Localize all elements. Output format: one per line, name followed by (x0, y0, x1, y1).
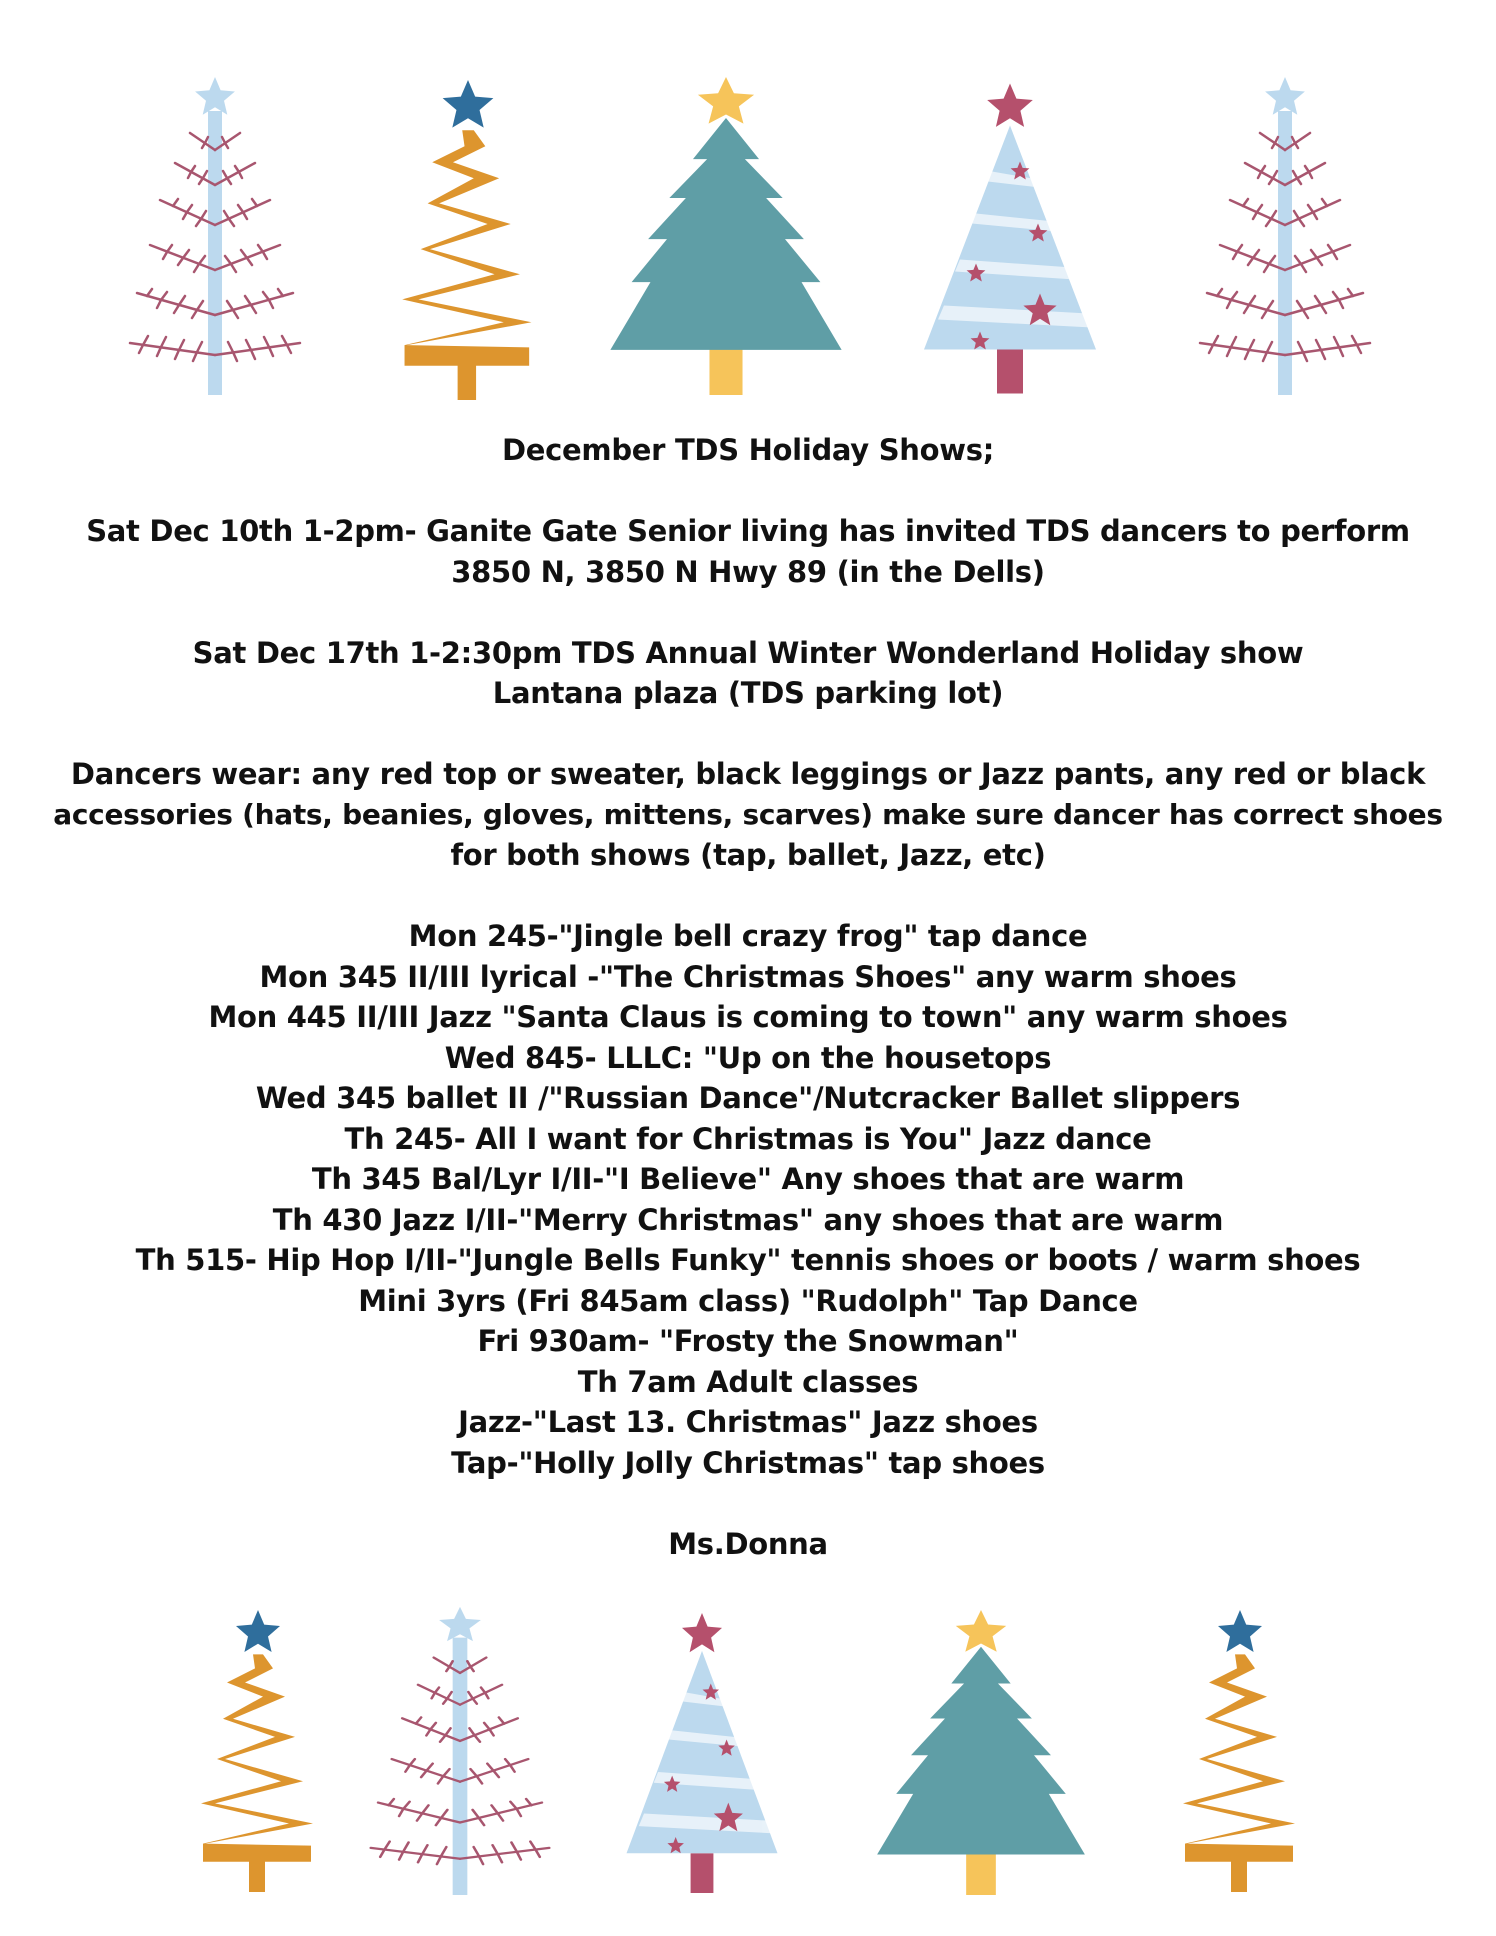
show-1-line-2: 3850 N, 3850 N Hwy 89 (in the Dells) (451, 554, 1045, 589)
schedule-item: Wed 845- LLLC: "Up on the housetops (444, 1040, 1052, 1075)
striped-star-tree-icon (920, 82, 1100, 395)
zigzag-tree-icon (1175, 1610, 1305, 1892)
schedule-list (50, 916, 1446, 1483)
schedule-item: Tap-"Holly Jolly Christmas" tap shoes (451, 1445, 1045, 1480)
schedule-item: Mon 345 II/III lyrical -"The Christmas Shoes" any warm shoes (259, 959, 1237, 994)
schedule-item: Mon 445 II/III Jazz "Santa Claus is coming to town" any warm shoes (208, 1000, 1288, 1034)
striped-star-tree-icon (623, 1613, 781, 1893)
attire-line-2: accessories (hats, beanies, gloves, mittens, scarves) make sure dancer has correct shoes (53, 797, 1443, 831)
schedule-item: Jazz-"Last 13. Christmas" Jazz shoes (458, 1405, 1038, 1439)
show-2-line-1: Sat Dec 17th 1-2:30pm TDS Annual Winter Wonderland Holiday show (192, 635, 1304, 670)
show-1-line-1: Sat Dec 10th 1-2pm- Ganite Gate Senior living has invited TDS dancers to perform (86, 514, 1410, 548)
schedule-item: Wed 345 ballet II /"Russian Dance"/Nutcracker Ballet slippers (255, 1081, 1241, 1115)
fern-tree-icon (1170, 75, 1400, 395)
schedule-item: Th 515- Hip Hop I/II-"Jungle Bells Funky" tennis shoes or boots / warm shoes (135, 1243, 1361, 1277)
fern-tree-icon (100, 75, 330, 395)
schedule-item: Mon 245-"Jingle bell crazy frog" tap dance (408, 919, 1088, 953)
fern-tree-icon (355, 1605, 565, 1895)
announcement-body (50, 430, 1446, 1564)
zigzag-tree-icon (193, 1610, 323, 1892)
teal-pine-tree-icon (608, 77, 844, 395)
attire-line-3: for both shows (tap, ballet, Jazz, etc) (450, 838, 1046, 872)
show-2-line-2: Lantana plaza (TDS parking lot) (492, 676, 1004, 710)
signature: Ms.Donna (668, 1526, 828, 1561)
schedule-item: Th 345 Bal/Lyr I/II-"I Believe" Any shoes that are warm (311, 1162, 1185, 1196)
schedule-item: Th 7am Adult classes (577, 1364, 919, 1399)
attire-line-1: Dancers wear: any red top or sweater, black leggings or Jazz pants, any red or black (70, 757, 1426, 791)
page-title: December TDS Holiday Shows; (502, 433, 994, 467)
schedule-item: Th 245- All I want for Christmas is You" Jazz dance (344, 1121, 1152, 1156)
teal-pine-tree-icon (875, 1610, 1087, 1895)
zigzag-tree-icon (393, 80, 543, 400)
schedule-item: Th 430 Jazz I/II-"Merry Christmas" any shoes that are warm (272, 1202, 1224, 1237)
schedule-item: Fri 930am- "Frosty the Snowman" (477, 1324, 1019, 1358)
schedule-item: Mini 3yrs (Fri 845am class) "Rudolph" Tap Dance (358, 1283, 1138, 1318)
